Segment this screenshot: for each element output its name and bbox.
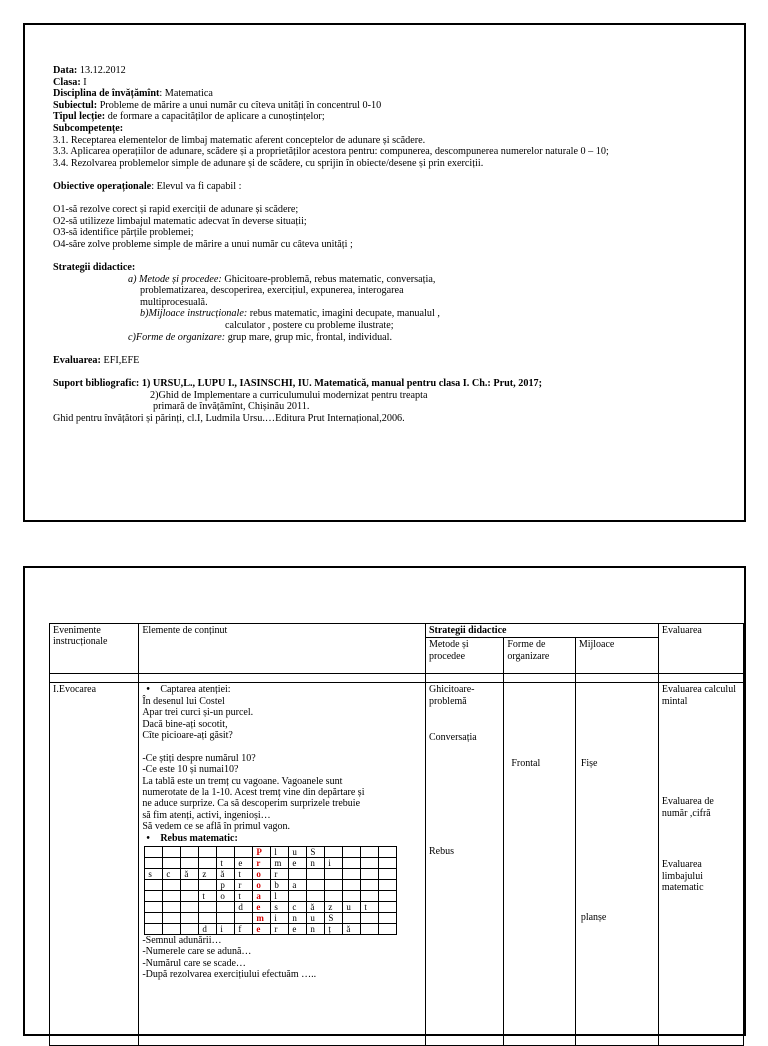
rebus-cell: ă [217,869,235,880]
rebus-cell: r [235,880,253,891]
strategies-title: Strategii didactice: [53,262,136,274]
rebus-row [145,891,397,902]
rebus-cell [163,858,181,869]
evaluation-number: Evaluarea de număr ,cifră [661,796,714,819]
rebus-cell [379,869,397,880]
evaluation-language: Evaluarea limbajului matematic [661,859,704,894]
rebus-cell [379,847,397,858]
rebus-cell [325,880,343,891]
rebus-cell: a [289,880,307,891]
rebus-cell: r [271,924,289,935]
rebus-cell [307,891,325,902]
rebus-cell [379,913,397,924]
means-sheets: Fișe [580,758,598,770]
subcompetence-item: 3.4. Rezolvarea problemelor simple de adunare și de scădere, cu sprijin în obiecte/desene și prin exerciții. [53,157,484,169]
method-riddle: Ghicitoare-problemă [428,684,475,707]
rebus-key-cell: a [253,891,271,902]
rebus-cell [379,891,397,902]
methods-line: a) Metode și procedee: Ghicitoare-problemă, rebus matematic, conversația, [128,273,436,285]
rebus-cell [235,913,253,924]
rebus-cell: n [307,924,325,935]
rebus-cell: t [235,869,253,880]
header-strategies: Strategii didactice [425,624,658,638]
rebus-cell [145,847,163,858]
rebus-cell: e [289,858,307,869]
rebus-cell [145,913,163,924]
rebus-cell [181,891,199,902]
objective-item: O1-să rezolve corect și rapid exerciții de adunare și scădere; [53,204,299,216]
rebus-cell [217,913,235,924]
header-means: Mijloace [575,638,658,674]
rebus-cell: t [361,902,379,913]
rebus-cell: b [271,880,289,891]
rebus-cell: i [325,858,343,869]
means-line-2: calculator , postere cu probleme ilustrate; [225,320,394,332]
lesson-type-line: Tipul lecție: de formare a capacităților de aplicare a cunoștințelor; [53,111,325,123]
subcompetence-item: 3.1. Receptarea elementelor de limbaj matematic aferent conceptelor de adunare și scădere. [53,134,426,146]
rebus-cell: u [289,847,307,858]
rebus-row [145,858,397,869]
content-line: -Numerele care se adună… [142,946,252,958]
event-evocation: I.Evocarea [50,683,139,1046]
rebus-cell [379,924,397,935]
objective-item: O2-să utilizeze limbajul matematic adecvat în deverse situații; [53,215,307,227]
rebus-cell: d [235,902,253,913]
rebus-cell: e [235,858,253,869]
rebus-cell [145,880,163,891]
rebus-cell [307,869,325,880]
rebus-cell: ț [325,924,343,935]
rebus-cell: ă [343,924,361,935]
rebus-key-cell: e [253,902,271,913]
date-line: Data: 13.12.2012 [53,65,126,76]
rebus-cell [235,847,253,858]
content-line: numerotate de la 1-10. Acest tremț vine din depărtare și [142,787,365,799]
bibliography-line-2b: primară de învățămînt, Chișinău 2011. [153,401,310,413]
rebus-cell [163,880,181,891]
rebus-cell [325,847,343,858]
rebus-cell [217,902,235,913]
rebus-cell: e [289,924,307,935]
method-rebus: Rebus [428,846,454,858]
math-rebus-grid [144,846,397,935]
rebus-cell: l [271,847,289,858]
rebus-key-cell: m [253,913,271,924]
rebus-cell [343,891,361,902]
bibliography-line: Suport bibliografic: 1) URSU,L., LUPU I., IASINSCHI, IU. Matematică, manual pentru clasa I. Ch.: Prut, 2017; [53,378,543,390]
rebus-cell [361,913,379,924]
rebus-cell [361,858,379,869]
rebus-cell [181,880,199,891]
content-line: Apar trei curci și-un purcel. [142,707,254,719]
content-line: ne aduce surprize. Ca să descoperim surprizele trebuie [142,798,361,810]
discipline-line: Disciplina de învățămînt: Matematica [53,88,213,100]
method-conversation: Conversația [428,732,477,744]
rebus-key-cell: P [253,847,271,858]
means-cell [575,683,658,1046]
content-line: să fim atenți, activi, ingenioși… [142,809,271,821]
rebus-cell: i [217,924,235,935]
rebus-key-cell: e [253,924,271,935]
evaluation-line: Evaluarea: EFI,EFE [53,354,140,366]
rebus-key-cell: r [253,858,271,869]
rebus-cell: u [307,913,325,924]
rebus-cell [163,913,181,924]
means-line: b)Mijloace instrucționale: rebus matematic, imagini decupate, manualul , [140,308,440,320]
content-cell [139,683,426,1046]
document-page-2 [23,566,746,1036]
rebus-cell [145,902,163,913]
rebus-cell [163,902,181,913]
rebus-cell: z [325,902,343,913]
rebus-cell [343,847,361,858]
rebus-cell [199,858,217,869]
rebus-cell [379,880,397,891]
rebus-cell [199,847,217,858]
rebus-key-cell: o [253,869,271,880]
rebus-cell [163,924,181,935]
rebus-cell [145,924,163,935]
rebus-row [145,847,397,858]
rebus-row [145,913,397,924]
rebus-cell: z [199,869,217,880]
rebus-cell [325,869,343,880]
rebus-row [145,869,397,880]
rebus-cell [343,913,361,924]
rebus-cell [181,924,199,935]
methods-cell [425,683,503,1046]
subcompetence-item: 3.3. Aplicarea operațiilor de adunare, scădere și a proprietăților acestora pentru: compunerea, descompunerea numerelor naturale 0 – 10; [53,146,609,158]
content-line: În desenul lui Costel [142,695,225,707]
methods-line-3: multiprocesuală. [140,296,208,308]
rebus-cell [307,880,325,891]
rebus-cell: p [217,880,235,891]
content-line: -După rezolvarea exercițiului efectuăm ….. [142,969,317,981]
rebus-cell [145,891,163,902]
rebus-cell: s [145,869,163,880]
rebus-cell [199,880,217,891]
rebus-cell: S [307,847,325,858]
rebus-cell [181,858,199,869]
rebus-cell: l [271,891,289,902]
content-line: Dacă bine-ați socotit, [142,718,228,730]
attention-capture: • Captarea atenției: [142,684,422,695]
form-frontal: Frontal [511,758,541,770]
rebus-cell [325,891,343,902]
document-page-1 [23,23,746,522]
rebus-cell [361,924,379,935]
rebus-cell: t [217,858,235,869]
rebus-cell [199,913,217,924]
header-content: Elemente de conținut [139,624,426,674]
rebus-cell [361,880,379,891]
objectives-title: Obiective operaționale: Elevul va fi capabil : [53,180,242,192]
rebus-cell [217,847,235,858]
rebus-cell: u [343,902,361,913]
rebus-cell: t [235,891,253,902]
rebus-cell: ă [181,869,199,880]
rebus-cell: c [163,869,181,880]
rebus-cell [181,913,199,924]
means-posters: planșe [580,912,607,924]
rebus-cell: c [289,902,307,913]
content-line: -Numărul care se scade… [142,957,246,969]
rebus-cell: n [307,858,325,869]
rebus-cell [343,858,361,869]
rebus-cell [163,891,181,902]
rebus-cell: f [235,924,253,935]
lesson-plan-header [53,65,733,424]
subcompetences-title: Subcompetențe: [53,122,124,134]
rebus-cell [379,902,397,913]
content-line: La tablă este un tremț cu vagoane. Vagoanele sunt [142,775,343,787]
objective-item: O3-să identifice părțile problemei; [53,227,194,239]
rebus-cell: s [271,902,289,913]
rebus-cell: o [217,891,235,902]
subject-line: Subiectul: Probleme de mărire a unui număr cu cîteva unități în concentrul 0-10 [53,99,382,111]
rebus-cell [181,847,199,858]
header-evaluation: Evaluarea [658,624,743,674]
content-line: Cîte picioare-ați găsit? [142,730,233,742]
rebus-cell: d [199,924,217,935]
content-line: Să vedem ce se află în primul vagon. [142,821,291,833]
rebus-cell [361,847,379,858]
rebus-cell [343,869,361,880]
rebus-cell: i [271,913,289,924]
forms-cell [504,683,575,1046]
bibliography-line-2a: 2)Ghid de Implementare a curriculumului modernizat pentru treapta [150,389,428,401]
rebus-key-cell: o [253,880,271,891]
rebus-row [145,924,397,935]
rebus-cell: r [271,869,289,880]
rebus-cell: ă [307,902,325,913]
rebus-cell [163,847,181,858]
bibliography-line-3: Ghid pentru învățători și părinți, cl.I, Ludmila Ursu.…Editura Prut Internațional,2006. [53,412,405,424]
rebus-title: • Rebus matematic: [142,833,422,844]
lesson-table [49,623,744,1046]
class-line: Clasa: I [53,76,87,88]
rebus-cell: S [325,913,343,924]
rebus-cell [199,902,217,913]
rebus-cell [343,880,361,891]
rebus-cell [361,869,379,880]
rebus-row [145,902,397,913]
header-forms: Forme de organizare [504,638,575,674]
header-methods: Metode și procedee [425,638,503,674]
rebus-cell: m [271,858,289,869]
rebus-cell [145,858,163,869]
rebus-cell: n [289,913,307,924]
objective-item: O4-săre zolve probleme simple de mărire a unui număr cu câteva unități ; [53,238,353,250]
evaluation-cell [658,683,743,1046]
evaluation-mental: Evaluarea calculul mintal [661,684,736,707]
rebus-cell [289,869,307,880]
content-line: -Ce știți despre numărul 10? [142,752,256,764]
rebus-cell [361,891,379,902]
content-line: -Ce este 10 și numai10? [142,764,239,776]
rebus-cell [289,891,307,902]
methods-line-2: problematizarea, descoperirea, exercițiul, expunerea, interogarea [140,285,404,297]
forms-line: c)Forme de organizare: grup mare, grup mic, frontal, individual. [128,331,393,343]
content-line: -Semnul adunării… [142,935,222,947]
header-events: Evenimente instrucționale [50,624,139,674]
rebus-cell [379,858,397,869]
rebus-cell [181,902,199,913]
rebus-cell: t [199,891,217,902]
rebus-row [145,880,397,891]
